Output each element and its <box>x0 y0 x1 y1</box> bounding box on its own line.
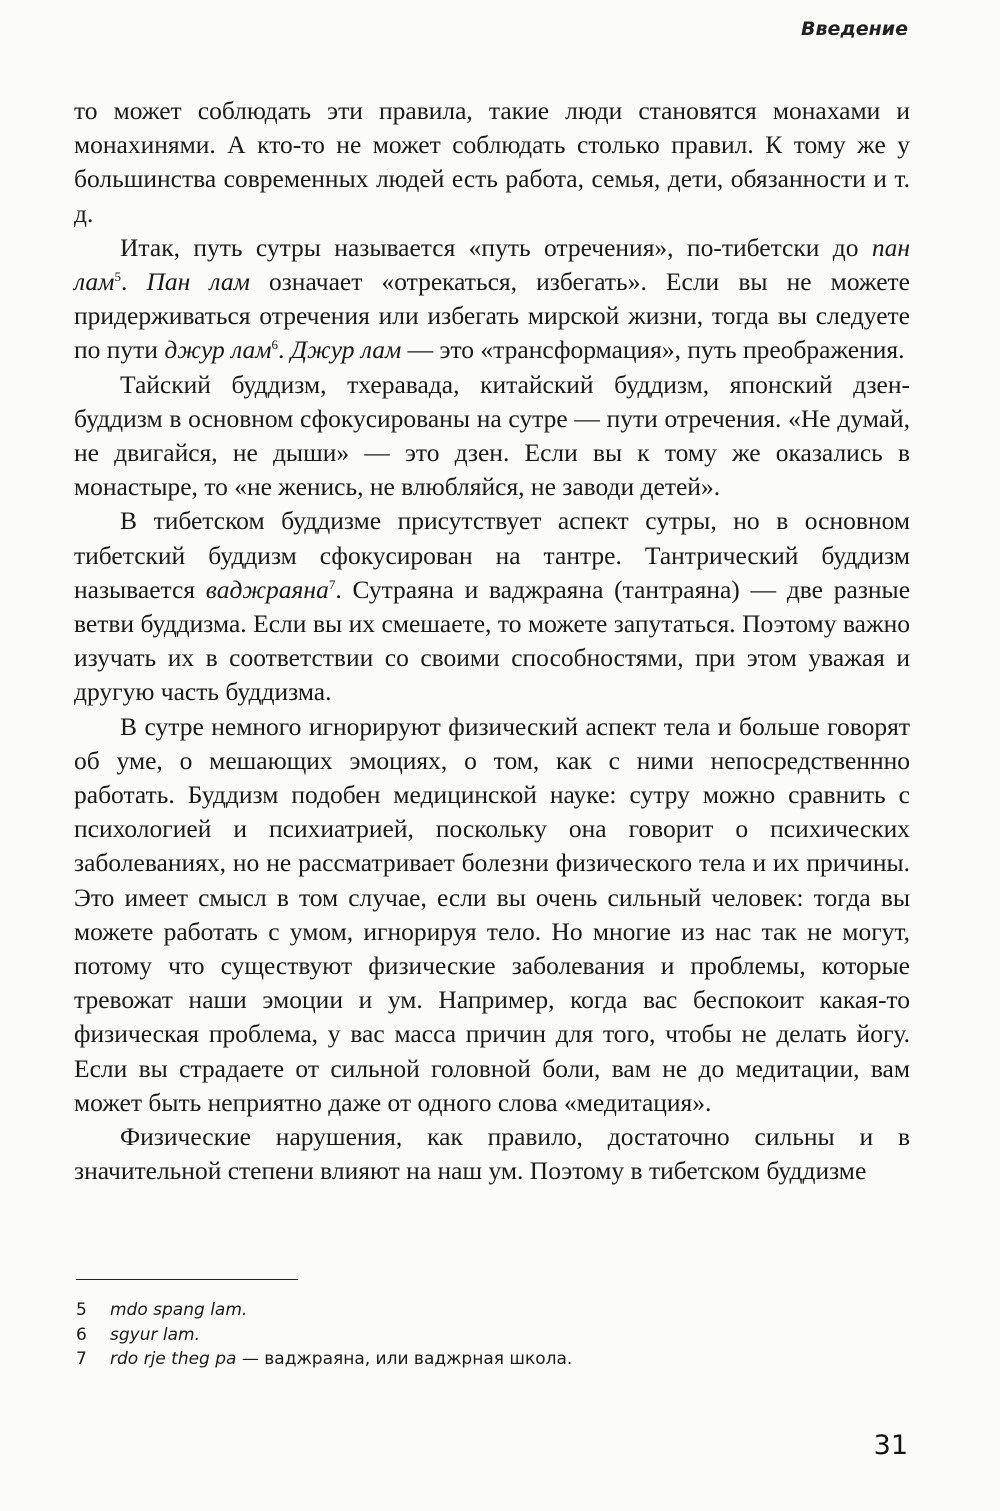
text-run: означает «отрекаться, избегать». Если вы не можете придерживаться отречения или избегать мирской жизни, тогда вы следуете по пути <box>74 267 910 365</box>
paragraph <box>74 94 910 231</box>
italic-term: пан лам <box>74 232 910 297</box>
footnote-text <box>110 1298 247 1323</box>
text-run: Итак, путь сутры называется «путь отречения», по-тибетски до <box>120 232 872 262</box>
footnote-ref: 5 <box>114 269 121 285</box>
footnote-text <box>110 1347 572 1372</box>
footnote-source: sgyur lam. <box>110 1324 200 1345</box>
italic-term: джур лам <box>164 335 272 365</box>
text-run: — это «трансформация», путь преображения. <box>401 335 905 365</box>
text-run: В сутре немного игнорируют физический аспект тела и больше говорят об уме, о мешающих эмоциях, о том, как с ними непосредственнно работать. Буддизм подобен медицинской науке: сутру можно сравнить с психологией и психиатрией, поскольку она говорит о психических заболеваниях, но не рассматривает болезни физического тела и их причины. Это имеет смысл в том случае, если вы очень сильный человек: тогда вы можете работать с умом, игнорируя тело. Но многие из нас так не могут, потому что существуют физические заболевания и проблемы, которые тревожат наши эмоции и ум. Например, когда вас беспокоит какая-то физическая проблема, у вас масса причин для того, чтобы не делать йогу. Если вы страдаете от сильной головной боли, вам не до медитации, вам может быть неприятно даже от одного слова «медитация». <box>74 711 910 1117</box>
text-run: Тайский буддизм, тхеравада, китайский буддизм, японский дзен-буддизм в основном сфокусированы на сутре — пути отречения. «Не думай, не двигайся, не дыши» — это дзен. Если вы к тому же оказались в монастыре, то «не женись, не влюбляйся, не заводи детей». <box>74 369 910 502</box>
footnote-text <box>110 1323 200 1348</box>
paragraph <box>74 368 910 505</box>
text-run: . Сутраяна и ваджраяна (тантраяна) — две разные ветви буддизма. Если вы их смешаете, то можете запутаться. Поэтому важно изучать их в соответствии со своими способностями, при этом уважая и другую часть буддизма. <box>74 574 911 707</box>
footnote <box>76 1298 916 1323</box>
text-run: . <box>278 335 291 365</box>
text-run: Физические нарушения, как правило, достаточно сильны и в значительной степени влияют на наш ум. Поэтому в тибетском буддизме <box>74 1122 910 1186</box>
paragraph <box>74 504 910 709</box>
text-run: . <box>120 267 147 297</box>
footnote-number: 6 <box>76 1324 87 1345</box>
text-run: то может соблюдать эти правила, такие люди становятся монахами и монахинями. А кто-то не может соблюдать столько правил. К тому же у большинства современных людей есть работа, семья, дети, обязанности и т. д. <box>74 96 910 228</box>
footnotes <box>76 1298 916 1372</box>
paragraph <box>74 231 910 368</box>
text-run: В тибетском буддизме присутствует аспект сутры, но в основном тибетский буддизм сфокусирован на тантре. Тантрический буддизм называется <box>74 506 910 604</box>
footnote-ref: 6 <box>271 337 279 353</box>
footnote-separator <box>76 1279 298 1280</box>
main-text <box>74 94 910 1189</box>
italic-term: Пан лам <box>146 267 250 297</box>
italic-term: ваджраяна <box>205 574 329 604</box>
footnote-ref: 7 <box>328 576 336 592</box>
footnote <box>76 1347 916 1372</box>
footnote-source: mdo spang lam. <box>110 1300 248 1320</box>
italic-term: Джур лам <box>290 335 402 365</box>
page-number: 31 <box>873 1430 908 1461</box>
paragraph <box>74 1120 910 1188</box>
running-header: Введение <box>801 18 908 40</box>
footnote-gloss: — ваджраяна, или ваджрная школа. <box>236 1349 573 1369</box>
footnote <box>76 1323 916 1348</box>
footnote-number: 5 <box>76 1300 87 1320</box>
footnote-number: 7 <box>76 1349 87 1369</box>
paragraph <box>74 710 910 1120</box>
footnote-source: rdo rje theg pa <box>110 1349 237 1369</box>
